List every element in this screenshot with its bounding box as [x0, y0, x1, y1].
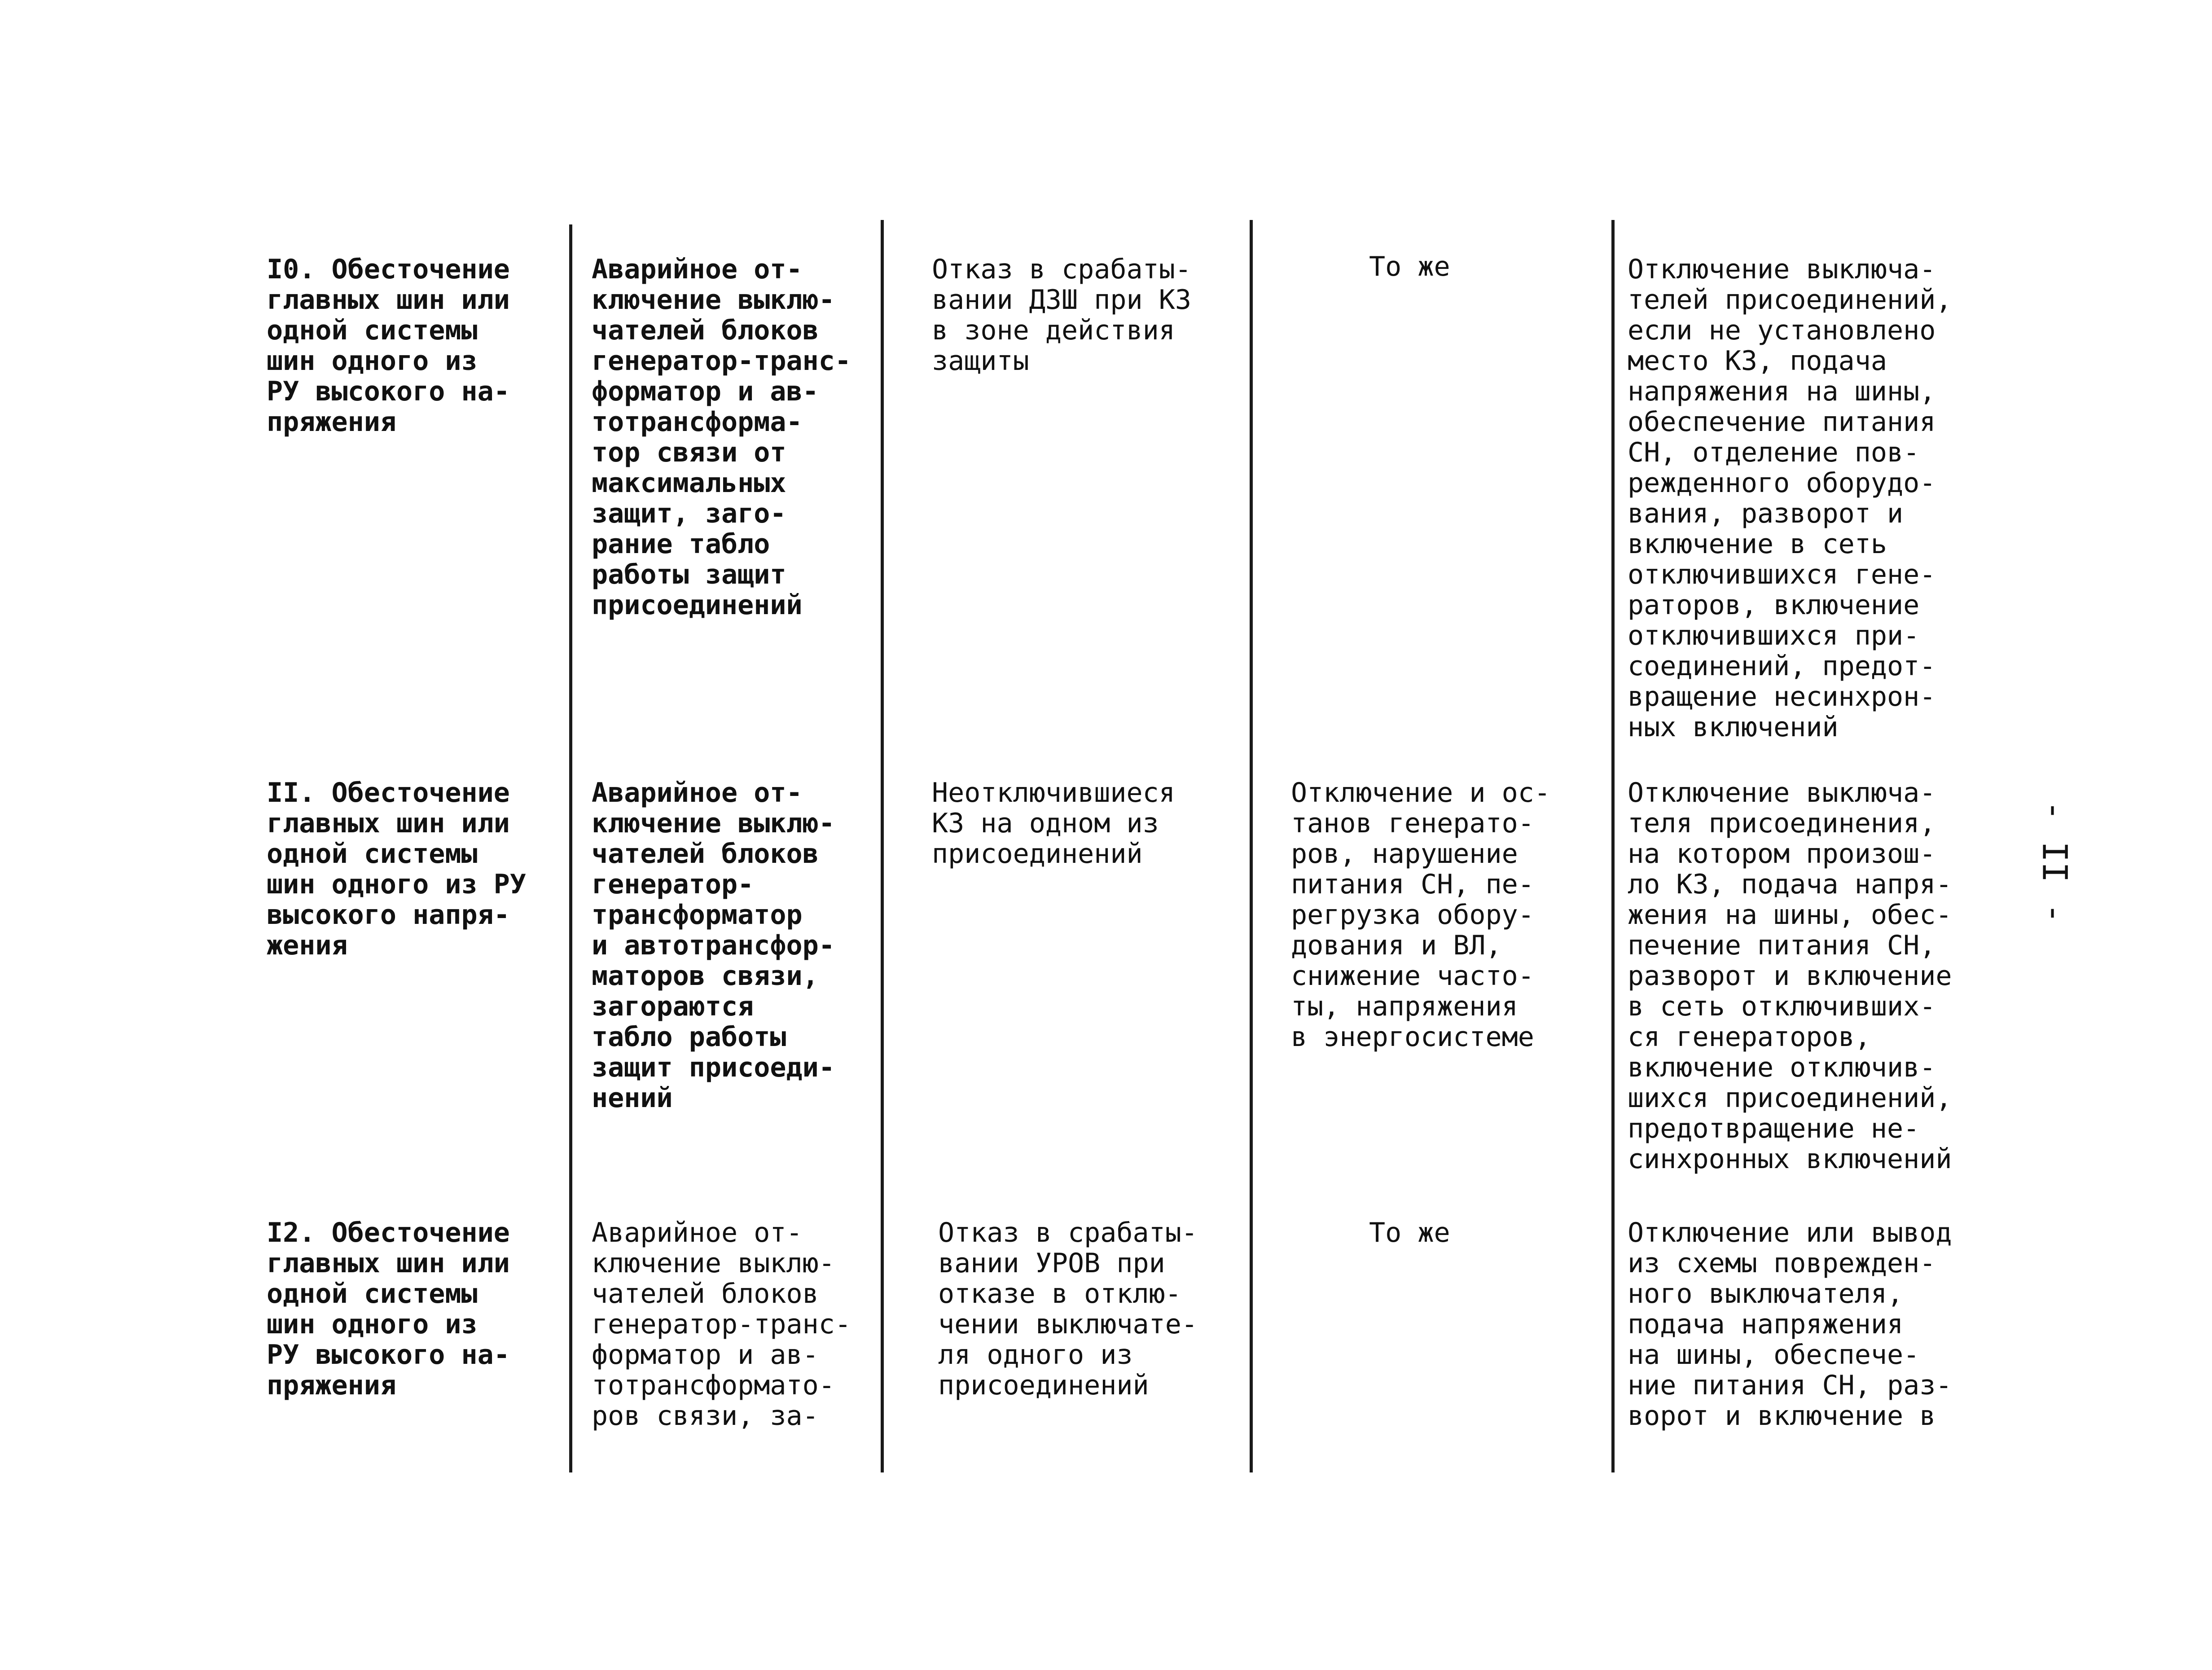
- row-1-event: I0. Обесточение главных шин или одной системы шин одного из РУ высокого на- пряжения: [267, 254, 510, 438]
- row-3-event: I2. Обесточение главных шин или одной системы шин одного из РУ высокого на- пряжения: [267, 1217, 510, 1401]
- row-1-indication: Аварийное от- ключение выклю- чателей блоков генератор-транс- форматор и ав- тотрансформа- тор связи от максимальных защит, заго- рание табло работы защит присоединений: [592, 254, 851, 621]
- row-3-cause: Отказ в срабаты- вании УРОВ при отказе в отклю- чении выключате- ля одного из присоединений: [938, 1217, 1198, 1401]
- row-3-consequence: То же: [1369, 1217, 1450, 1248]
- row-2-event: II. Обесточение главных шин или одной системы шин одного из РУ высокого напря- жения: [267, 777, 526, 961]
- column-divider-2: [881, 220, 884, 1472]
- row-3-indication: Аварийное от- ключение выклю- чателей блоков генератор-транс- форматор и ав- тотрансформато- ров связи, за-: [592, 1217, 851, 1432]
- row-2-cause: Неотключившиеся КЗ на одном из присоединений: [932, 777, 1175, 870]
- column-divider-4: [1611, 220, 1615, 1472]
- row-2-actions: Отключение выключа- теля присоединения, на котором произош- ло КЗ, подача напря- жения на шины, обес- печение питания СН, разворот и включение в сеть отключивших- ся генераторов, включение отключив- шихся присоединений, предотвращение не- синхронных включений: [1628, 777, 1952, 1175]
- row-2-consequence: Отключение и ос- танов генерато- ров, нарушение питания СН, пе- регрузка обору- дования и ВЛ, снижение часто- ты, напряжения в энергосистеме: [1291, 777, 1550, 1053]
- row-1-consequence: То же: [1369, 251, 1450, 282]
- row-2-indication: Аварийное от- ключение выклю- чателей блоков генератор- трансформатор и автотрансфор- маторов связи, загораются табло работы защит присоеди- нений: [592, 777, 835, 1114]
- row-1-cause: Отказ в срабаты- вании ДЗШ при КЗ в зоне действия защиты: [932, 254, 1191, 377]
- column-divider-3: [1250, 220, 1253, 1472]
- row-3-actions: Отключение или вывод из схемы поврежден- ного выключателя, подача напряжения на шины, обеспече- ние питания СН, раз- ворот и включение в: [1628, 1217, 1952, 1432]
- column-divider-1: [569, 224, 572, 1472]
- row-1-actions: Отключение выключа- телей присоединений, если не установлено место КЗ, подача напряжения на шины, обеспечение питания СН, отделение пов- режденного оборудо- вания, разворот и включение в сеть отключившихся гене- раторов, включение отключившихся при- соединений, предот- вращение несинхрон- ных включений: [1628, 254, 1952, 743]
- page-number: - II -: [2035, 800, 2075, 924]
